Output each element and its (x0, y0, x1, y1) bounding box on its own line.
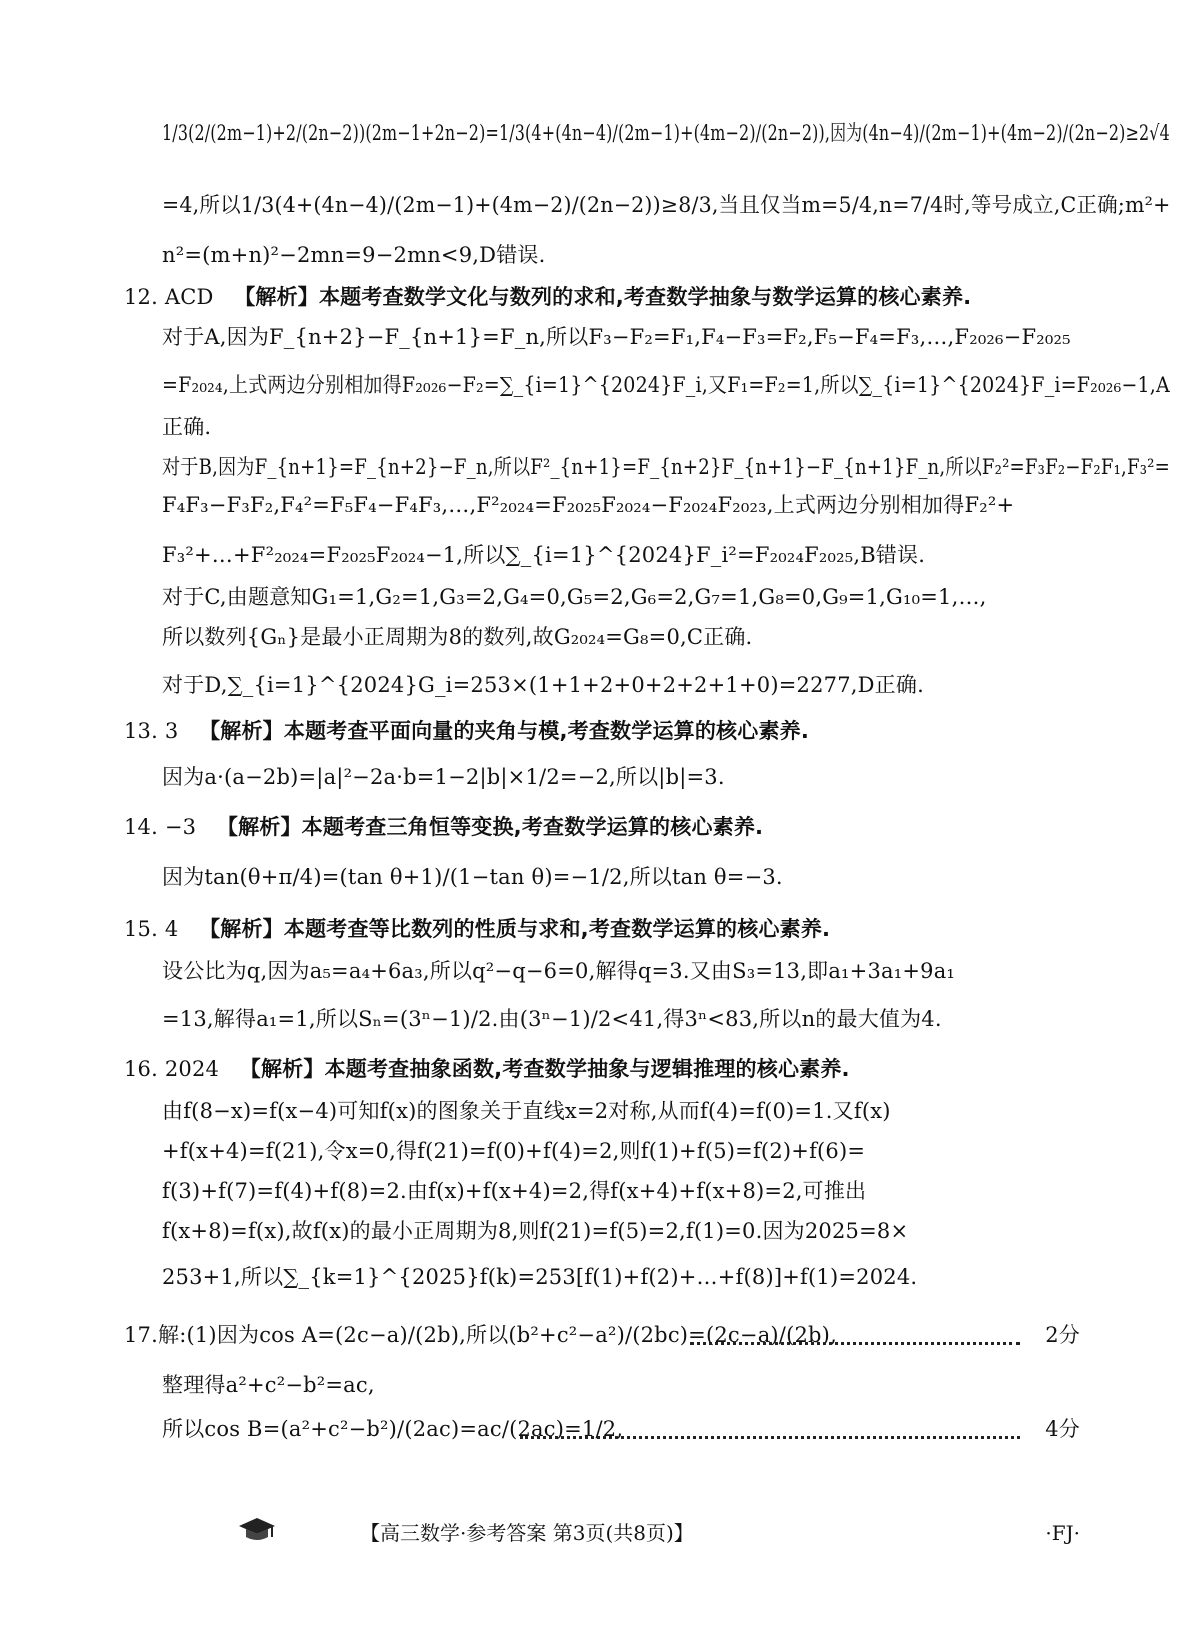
score-marker: 2分 (1045, 1323, 1080, 1347)
dot-leader (520, 1436, 1020, 1439)
question-15-header (124, 914, 830, 944)
text-line: 正确. (162, 415, 212, 439)
text-line: 因为a·(a−2b)=|a|²−2a·b=1−2|b|×1/2=−2,所以|b|=3. (162, 765, 725, 789)
text-line: 253+1,所以∑_{k=1}^{2025}f(k)=253[f(1)+f(2)+…+f(8)]+f(1)=2024. (162, 1265, 918, 1289)
answer-key: 15. 4 (124, 917, 179, 941)
answer-key: 16. 2024 (124, 1057, 220, 1081)
analysis-heading: 【解析】本题考查三角恒等变换,考查数学运算的核心素养. (216, 815, 764, 839)
text-line: =F₂₀₂₄,上式两边分别相加得F₂₀₂₆−F₂=∑_{i=1}^{2024}F_i,又F₁=F₂=1,所以∑_{i=1}^{2024}F_i=F₂₀₂₆−1,A (162, 373, 1170, 397)
text-line: 设公比为q,因为a₅=a₄+6a₃,所以q²−q−6=0,解得q=3.又由S₃=13,即a₁+3a₁+9a₁ (162, 959, 956, 983)
answer-key: 13. 3 (124, 719, 179, 743)
text-line: 由f(8−x)=f(x−4)可知f(x)的图象关于直线x=2对称,从而f(4)=f(0)=1.又f(x) (162, 1099, 891, 1123)
score-marker: 4分 (1045, 1417, 1080, 1441)
analysis-heading: 【解析】本题考查等比数列的性质与求和,考查数学运算的核心素养. (199, 917, 831, 941)
footer-code: ·FJ· (1045, 1521, 1080, 1545)
text-line: +f(x+4)=f(21),令x=0,得f(21)=f(0)+f(4)=2,则f(1)+f(5)=f(2)+f(6)= (162, 1139, 866, 1163)
analysis-heading: 【解析】本题考查平面向量的夹角与模,考查数学运算的核心素养. (199, 719, 810, 743)
text-line: 所以数列{Gₙ}是最小正周期为8的数列,故G₂₀₂₄=G₈=0,C正确. (162, 625, 753, 649)
text-line: F₄F₃−F₃F₂,F₄²=F₅F₄−F₄F₃,…,F²₂₀₂₄=F₂₀₂₅F₂₀₂₄−F₂₀₂₄F₂₀₂₃,上式两边分别相加得F₂²+ (162, 493, 1015, 517)
text-line: 1/3(2/(2m−1)+2/(2n−2))(2m−1+2n−2)=1/3(4+(4n−4)/(2m−1)+(4m−2)/(2n−2)),因为(4n−4)/(2m−1)+(4m−2)/(2n−2)≥2√4 (162, 121, 1170, 145)
text-line: 所以cos B=(a²+c²−b²)/(2ac)=ac/(2ac)=1/2, (162, 1417, 624, 1441)
question-17-line: 17.解:(1)因为cos A=(2c−a)/(2b),所以(b²+c²−a²)/(2bc)=(2c−a)/(2b), (124, 1323, 837, 1347)
page-footer: 【高三数学·参考答案 第3页(共8页)】 (360, 1521, 694, 1545)
text-line: 整理得a²+c²−b²=ac, (162, 1373, 375, 1397)
graduation-cap-icon (238, 1515, 276, 1545)
answer-key: 14. −3 (124, 815, 197, 839)
dot-leader (690, 1342, 1020, 1345)
text-line: F₃²+…+F²₂₀₂₄=F₂₀₂₅F₂₀₂₄−1,所以∑_{i=1}^{2024}F_i²=F₂₀₂₄F₂₀₂₅,B错误. (162, 543, 926, 567)
text-line: 对于A,因为F_{n+2}−F_{n+1}=F_n,所以F₃−F₂=F₁,F₄−F₃=F₂,F₅−F₄=F₃,…,F₂₀₂₆−F₂₀₂₅ (162, 325, 1071, 349)
text-line: f(x+8)=f(x),故f(x)的最小正周期为8,则f(21)=f(5)=2,f(1)=0.因为2025=8× (162, 1219, 909, 1243)
question-12-header (124, 282, 971, 312)
text-line: n²=(m+n)²−2mn=9−2mn<9,D错误. (162, 243, 546, 267)
question-14-header (124, 812, 763, 842)
text-line: 对于C,由题意知G₁=1,G₂=1,G₃=2,G₄=0,G₅=2,G₆=2,G₇=1,G₈=0,G₉=1,G₁₀=1,…, (162, 585, 987, 609)
question-16-header (124, 1054, 850, 1084)
analysis-heading: 【解析】本题考查数学文化与数列的求和,考查数学抽象与数学运算的核心素养. (234, 285, 972, 309)
text-line: =13,解得a₁=1,所以Sₙ=(3ⁿ−1)/2.由(3ⁿ−1)/2<41,得3ⁿ<83,所以n的最大值为4. (162, 1007, 942, 1031)
answer-key: 12. ACD (124, 285, 214, 309)
question-13-header (124, 716, 809, 746)
analysis-heading: 【解析】本题考查抽象函数,考查数学抽象与逻辑推理的核心素养. (239, 1057, 850, 1081)
text-line: 对于D,∑_{i=1}^{2024}G_i=253×(1+1+2+0+2+2+1+0)=2277,D正确. (162, 673, 924, 697)
text-line: 因为tan(θ+π/4)=(tan θ+1)/(1−tan θ)=−1/2,所以tan θ=−3. (162, 865, 783, 889)
text-line: 对于B,因为F_{n+1}=F_{n+2}−F_n,所以F²_{n+1}=F_{n+2}F_{n+1}−F_{n+1}F_n,所以F₂²=F₃F₂−F₂F₁,F₃²= (162, 455, 1170, 479)
text-line: f(3)+f(7)=f(4)+f(8)=2.由f(x)+f(x+4)=2,得f(x+4)+f(x+8)=2,可推出 (162, 1179, 867, 1203)
text-line: =4,所以1/3(4+(4n−4)/(2m−1)+(4m−2)/(2n−2))≥8/3,当且仅当m=5/4,n=7/4时,等号成立,C正确;m²+ (162, 193, 1171, 217)
